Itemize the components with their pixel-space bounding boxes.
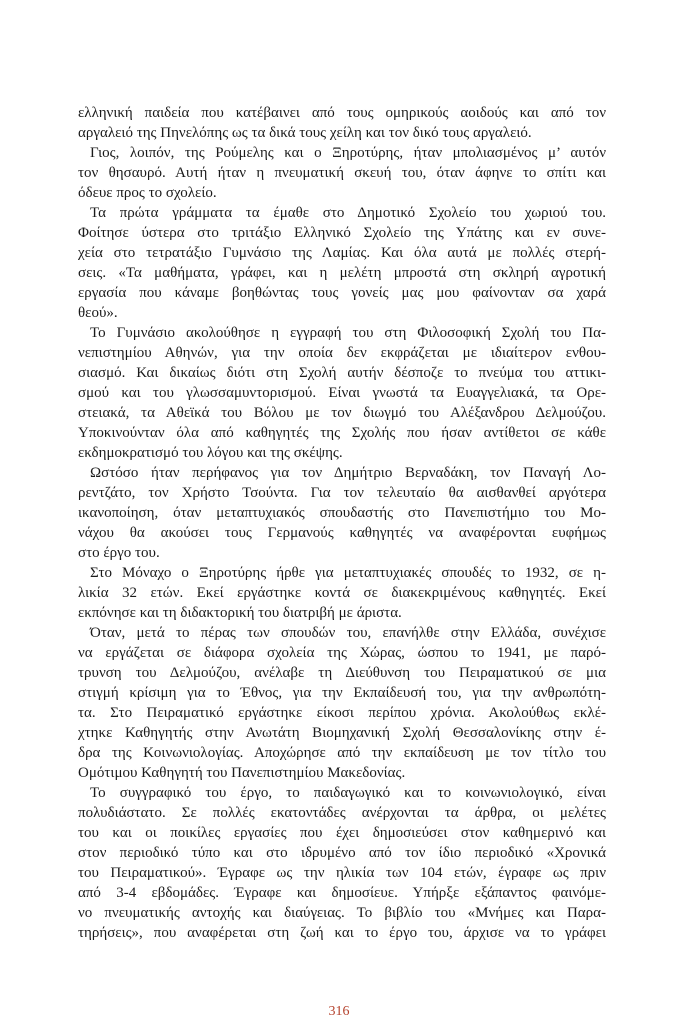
text-line: του και οι ποικίλες εργασίες που έχει δημοσιεύσει στον καθημερινό και — [78, 825, 606, 841]
text-line: στον περιοδικό τύπο και στο ιδρυμένο από τον ίδιο περιοδικό «Χρονικά — [78, 845, 606, 861]
text-line: Γιος, λοιπόν, της Ρούμελης και ο Ξηροτύρης, ήταν μπολιασμένος μ’ αυτόν — [90, 145, 606, 161]
text-line: νεπιστημίου Αθηνών, για την οποία δεν εκφράζεται με ιδιαίτερον ενθου- — [78, 345, 606, 361]
text-line: σιασμό. Και δικαίως διότι στη Σχολή αυτήν δέσποζε το πνεύμα του αττικι- — [78, 365, 606, 381]
text-line: τηρήσεις», που αναφέρεται στη ζωή και το έργο του, άρχισε να το γράφει — [78, 925, 606, 941]
body-text — [78, 103, 606, 943]
text-line: εργασία που κάναμε βοηθώντας τους γονείς μας μου φαίνονταν σα χαρά — [78, 285, 606, 301]
text-line: τον θησαυρό. Αυτή ήταν η πνευματική σκευή του, όταν άφηνε το σπίτι και — [78, 165, 606, 181]
text-line: εκπόνησε και τη διδακτορική του διατριβή με άριστα. — [78, 605, 402, 621]
text-line: Το Γυμνάσιο ακολούθησε η εγγραφή του στη Φιλοσοφική Σχολή του Πα- — [90, 325, 606, 341]
text-line: λικία 32 ετών. Εκεί εργάστηκε κοντά σε διακεκριμένους καθηγητές. Εκεί — [78, 585, 606, 601]
text-line: Όταν, μετά το πέρας των σπουδών του, επανήλθε στην Ελλάδα, συνέχισε — [90, 625, 606, 641]
text-line: χτηκε Καθηγητής στην Ανωτάτη Βιομηχανική Σχολή Θεσσαλονίκης στην έ- — [78, 725, 606, 741]
text-line: τρυνση του Δελμούζου, ανέλαβε τη Διεύθυνση του Πειραματικού σε μια — [78, 665, 606, 681]
text-line: Υποκινούνταν όλα από καθηγητές της Σχολής που ήσαν αντίθετοι σε κάθε — [78, 425, 606, 441]
text-line: δρα της Κοινωνιολογίας. Αποχώρησε από την εκπαίδευση με τον τίτλο του — [78, 745, 606, 761]
text-line: Ωστόσο ήταν περήφανος για τον Δημήτριο Βερναδάκη, τον Παναγή Λο- — [90, 465, 606, 481]
text-line: νο πνευματικής αντοχής και διαύγειας. Το βιβλίο του «Μνήμες και Παρα- — [78, 905, 606, 921]
text-line: εκδημοκρατισμό του λόγου και της σκέψης. — [78, 445, 343, 461]
text-line: τα. Στο Πειραματικό εργάστηκε είκοσι περίπου χρόνια. Ακολούθως εκλέ- — [78, 705, 606, 721]
text-line: πολυδιάστατο. Σε πολλές εκατοντάδες ανέρχονται τα άρθρα, οι μελέτες — [78, 805, 606, 821]
page-number: 316 — [328, 1004, 350, 1019]
text-line: ρεντζάτο, τον Χρήστο Τσούντα. Για τον τελευταίο θα αισθανθεί αργότερα — [78, 485, 606, 501]
text-line: νάχου θα ακούσει τους Γερμανούς καθηγητές να αναφέρονται ευφήμως — [78, 525, 606, 541]
text-line: σεις. «Τα μαθήματα, γράφει, και η μελέτη μπροστά στη σκληρή αγροτική — [78, 265, 606, 281]
text-line: σμού και του γλωσσαμυντορισμού. Είναι γνωστά τα Ευαγγελιακά, τα Ορε- — [78, 385, 606, 401]
text-line: του Πειραματικού». Έγραφε ως την ηλικία των 104 ετών, έγραφε ως πριν — [78, 865, 606, 881]
text-line: Φοίτησε ύστερα στο τριτάξιο Ελληνικό Σχολείο της Υπάτης και εν συνε- — [78, 225, 606, 241]
text-line: στο έργο του. — [78, 545, 160, 561]
text-line: στειακά, τα Αθεϊκά του Βόλου με τον διωγμό του Αλέξανδρου Δελμούζου. — [78, 405, 606, 421]
text-line: Ομότιμου Καθηγητή του Πανεπιστημίου Μακεδονίας. — [78, 765, 406, 781]
text-line: αργαλειό της Πηνελόπης ως τα δικά τους χείλη και τον δικό τους αργαλειό. — [78, 125, 532, 141]
text-line: στιγμή κρίσιμη για το Έθνος, για την Εκπαίδευσή του, για την ανθρωπότη- — [78, 685, 606, 701]
text-line: θεού». — [78, 305, 118, 321]
text-line: από 3-4 εβδομάδες. Έγραφε και δημοσίευε. Υπήρξε εξάπαντος φαινόμε- — [78, 885, 606, 901]
text-line: όδευε προς το σχολείο. — [78, 185, 217, 201]
text-line: Το συγγραφικό του έργο, το παιδαγωγικό και το κοινωνιολογικό, είναι — [90, 785, 606, 801]
text-line: να εργάζεται σε διάφορα σχολεία της Χώρας, ώσπου το 1941, με παρό- — [78, 645, 606, 661]
text-line: ελληνική παιδεία που κατέβαινει από τους ομηρικούς αοιδούς και από τον — [78, 105, 606, 121]
text-line: Στο Μόναχο ο Ξηροτύρης ήρθε για μεταπτυχιακές σπουδές το 1932, σε η- — [90, 565, 606, 581]
text-line: Τα πρώτα γράμματα τα έμαθε στο Δημοτικό Σχολείο του χωριού του. — [90, 205, 606, 221]
text-line: ικανοποίηση, όταν μεταπτυχιακός σπουδαστής στο Πανεπιστήμιο του Μο- — [78, 505, 606, 521]
text-line: χεία στο τετρατάξιο Γυμνάσιο της Λαμίας. Και όλα αυτά με πολλές στερή- — [78, 245, 606, 261]
